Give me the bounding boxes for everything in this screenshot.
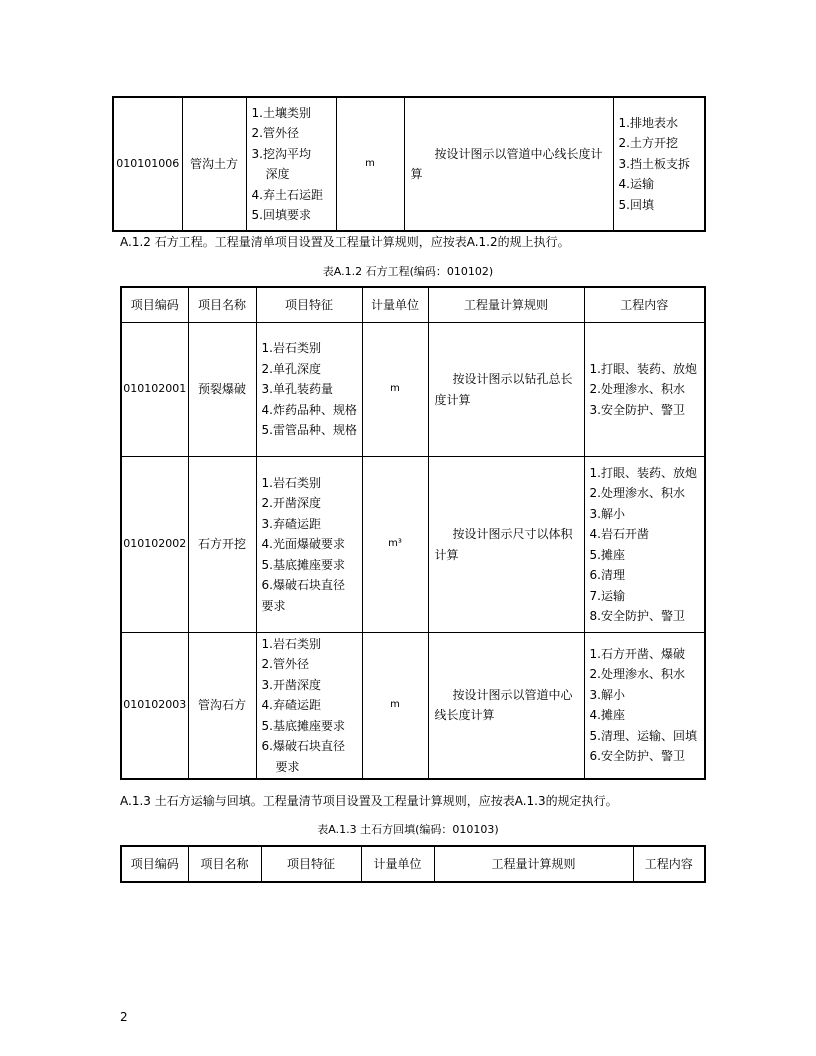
feature-line: 5.雷管品种、规格 [261,423,357,438]
item-unit: m [362,633,428,779]
item-name: 管沟土方 [182,97,246,231]
header-content: 工程内容 [584,287,705,323]
header-content: 工程内容 [633,846,705,882]
feature-line: 4.光面爆破要求 [261,537,345,552]
item-content [584,323,705,457]
feature-line: 5.回填要求 [251,208,311,222]
item-unit: m³ [362,457,428,633]
header-unit: 计量单位 [362,287,428,323]
item-rule: 按设计图示尺寸以体积计算 [428,457,584,633]
feature-line: 4.炸药品种、规格 [261,402,357,417]
item-unit: m [336,97,404,231]
item-rule: 按设计图示以钻孔总长度计算 [428,323,584,457]
item-rule: 按设计图示以管道中心线长度计算 [428,633,584,779]
table-caption-a13: 表A.1.3 土石方回填(编码：010103) [317,823,499,836]
feature-line: 5.基底摊座要求 [261,557,345,572]
item-rule: 按设计图示以管道中心线长度计算 [404,97,613,231]
header-rule: 工程量计算规则 [434,846,633,882]
item-features [256,633,362,779]
content-line: 5.摊座 [589,547,625,562]
header-name: 项目名称 [188,287,256,323]
feature-line: 6.爆破石块直径 [261,578,345,593]
feature-line: 2.单孔深度 [261,361,321,376]
item-code: 010102003 [121,633,188,779]
content-line: 8.安全防护、警卫 [589,609,685,623]
item-content [613,97,705,231]
table-header-row [121,846,705,882]
feature-line: 3.开凿深度 [261,677,321,692]
content-line: 1.打眼、装药、放炮 [589,361,697,376]
content-line: 5.回填 [618,197,654,212]
content-line: 4.岩石开凿 [589,527,649,541]
content-line: 4.运输 [618,177,654,192]
table-header-row [121,287,705,323]
feature-line: 3.单孔装药量 [261,382,333,397]
item-code: 010101006 [113,97,182,231]
content-line: 3.安全防护、警卫 [589,402,685,417]
feature-line: 1.岩石类别 [261,341,321,356]
feature-line: 3.弃碴运距 [261,516,321,531]
header-code: 项目编码 [121,846,188,882]
item-features [256,323,362,457]
feature-line: 要求 [261,598,286,613]
item-features [246,97,336,231]
header-features: 项目特征 [256,287,362,323]
table-top [112,96,706,232]
table-row [121,457,705,633]
item-code: 010102002 [121,457,188,633]
content-line: 2.处理渗水、积水 [589,667,685,682]
feature-line: 3.挖沟平均 [251,146,311,161]
content-line: 1.打眼、装药、放炮 [589,465,697,480]
item-name: 管沟石方 [188,633,256,779]
content-line: 2.处理渗水、积水 [589,486,685,500]
header-features: 项目特征 [261,846,361,882]
content-line: 2.处理渗水、积水 [589,382,685,397]
table-row [121,633,705,779]
content-line: 4.摊座 [589,708,625,723]
content-line: 5.清理、运输、回填 [589,728,697,743]
feature-line: 2.开凿深度 [261,496,321,511]
feature-line: 6.爆破石块直径 [261,739,345,753]
item-unit: m [362,323,428,457]
content-line: 6.安全防护、警卫 [589,749,685,764]
table-a13 [120,845,706,883]
content-line: 7.运输 [589,588,625,603]
item-code: 010102001 [121,323,188,457]
section-paragraph-a13: A.1.3 土石方运输与回填。工程量清节项目设置及工程量计算规则，应按表A.1.3的规定执行。 [120,794,618,808]
feature-line: 1.土壤类别 [251,105,311,120]
feature-line: 4.弃碴运距 [261,698,321,712]
header-unit: 计量单位 [361,846,434,882]
header-name: 项目名称 [188,846,261,882]
feature-line: 4.弃土石运距 [251,187,323,202]
item-content [584,457,705,633]
content-line: 2.土方开挖 [618,136,678,151]
content-line: 3.挡土板支拆 [618,156,690,171]
feature-line: 1.岩石类别 [261,475,321,490]
feature-line: 要求 [275,759,300,774]
content-line: 3.解小 [589,687,625,702]
feature-line: 深度 [265,167,290,181]
item-name: 石方开挖 [188,457,256,633]
item-name: 预裂爆破 [188,323,256,457]
page-number: 2 [120,1010,128,1024]
table-row [121,323,705,457]
content-line: 1.排地表水 [618,115,678,130]
feature-line: 5.基底摊座要求 [261,718,345,733]
header-code: 项目编码 [121,287,188,323]
content-line: 6.清理 [589,568,625,582]
header-rule: 工程量计算规则 [428,287,584,323]
content-line: 3.解小 [589,506,625,521]
item-content [584,633,705,779]
feature-line: 2.管外径 [261,657,309,671]
table-row [113,97,705,231]
item-features [256,457,362,633]
feature-line: 1.岩石类别 [261,636,321,651]
table-caption-a12: 表A.1.2 石方工程(编码：010102) [322,265,494,278]
content-line: 1.石方开凿、爆破 [589,646,685,661]
section-paragraph-a12: A.1.2 石方工程。工程量清单项目设置及工程量计算规则，应按表A.1.2的规上执行。 [120,235,570,249]
feature-line: 2.管外径 [251,126,299,140]
table-a12 [120,286,706,780]
